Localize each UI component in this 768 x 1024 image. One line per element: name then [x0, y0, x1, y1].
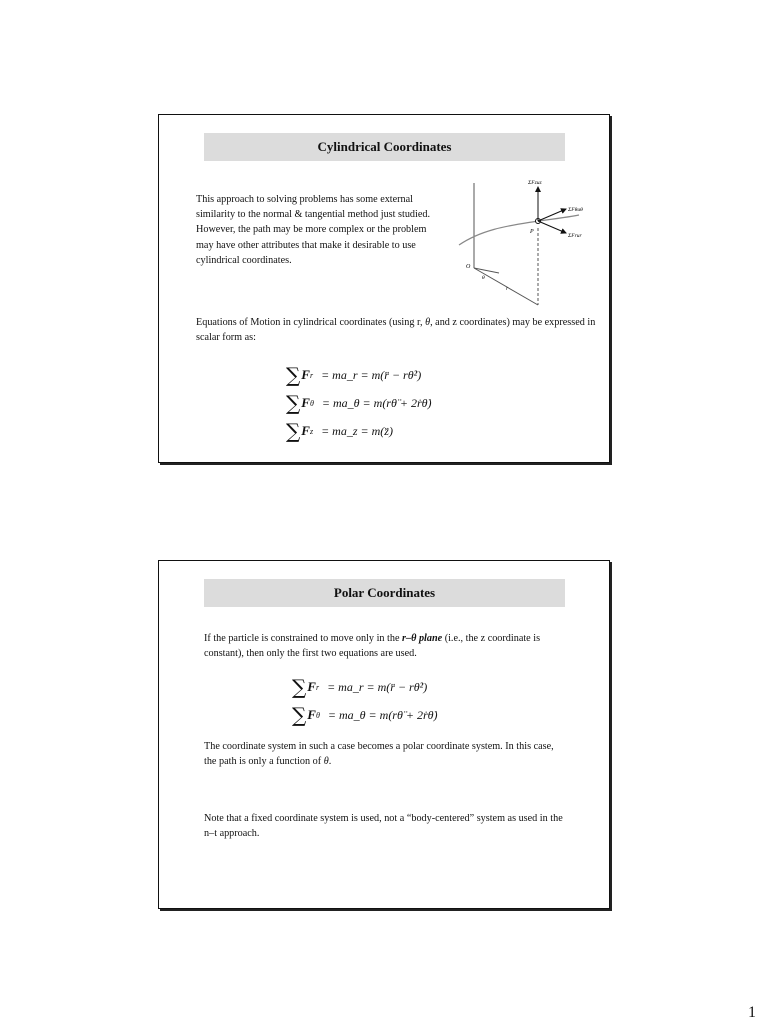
label-ftheta: ΣFθuθ: [568, 207, 583, 213]
intro-paragraph: This approach to solving problems has some external similarity to the normal & tangential method just studied. However, the path may be more complex or the problem may have other attributes that make it desirable to use cylindrical coordinates.: [196, 194, 430, 266]
constraint-paragraph: If the particle is constrained to move only in the r–θ plane (i.e., the z coordinate is constant), then only the first two equations are used.: [204, 633, 541, 660]
label-p: P: [530, 229, 534, 235]
equation-z: ∑ F z = ma_z = m(z̈): [286, 419, 393, 443]
equation-r: ∑ F r = ma_r = m(r̈ − rθ̇²): [292, 675, 428, 699]
polar-system-paragraph: The coordinate system in such a case becomes a polar coordinate system. In this case, the path is only a function of θ.: [204, 741, 554, 768]
eom-paragraph: Equations of Motion in cylindrical coordinates (using r, θ, and z coordinates) may be expressed in scalar form as:: [196, 317, 596, 344]
equation-block: [292, 673, 438, 729]
slide-cylindrical: [158, 114, 610, 463]
label-radius: r: [506, 286, 509, 292]
page-number: 1: [748, 1004, 756, 1021]
slide-title: Polar Coordinates: [204, 579, 565, 607]
cylindrical-diagram: [454, 173, 594, 308]
fr-arrow: [538, 221, 566, 233]
equation-theta: ∑ F θ = ma_θ = m(rθ̈ + 2ṙθ̇): [286, 391, 432, 415]
equation-r: ∑ F r = ma_r = m(r̈ − rθ̇²): [286, 363, 422, 387]
path-curve: [459, 215, 579, 245]
label-angle: θ: [482, 275, 485, 281]
label-fr: ΣFrur: [568, 233, 582, 239]
label-o: O: [466, 264, 471, 270]
equation-theta: ∑ F θ = ma_θ = m(rθ̈ + 2ṙθ̇): [292, 703, 438, 727]
label-fz: ΣFzuz: [528, 180, 542, 186]
equation-block: [286, 361, 432, 445]
fixed-system-note: Note that a fixed coordinate system is used, not a “body-centered” system as used in the n–t approach.: [204, 813, 563, 840]
slide-polar: [158, 560, 610, 909]
slide-title: Cylindrical Coordinates: [204, 133, 565, 161]
